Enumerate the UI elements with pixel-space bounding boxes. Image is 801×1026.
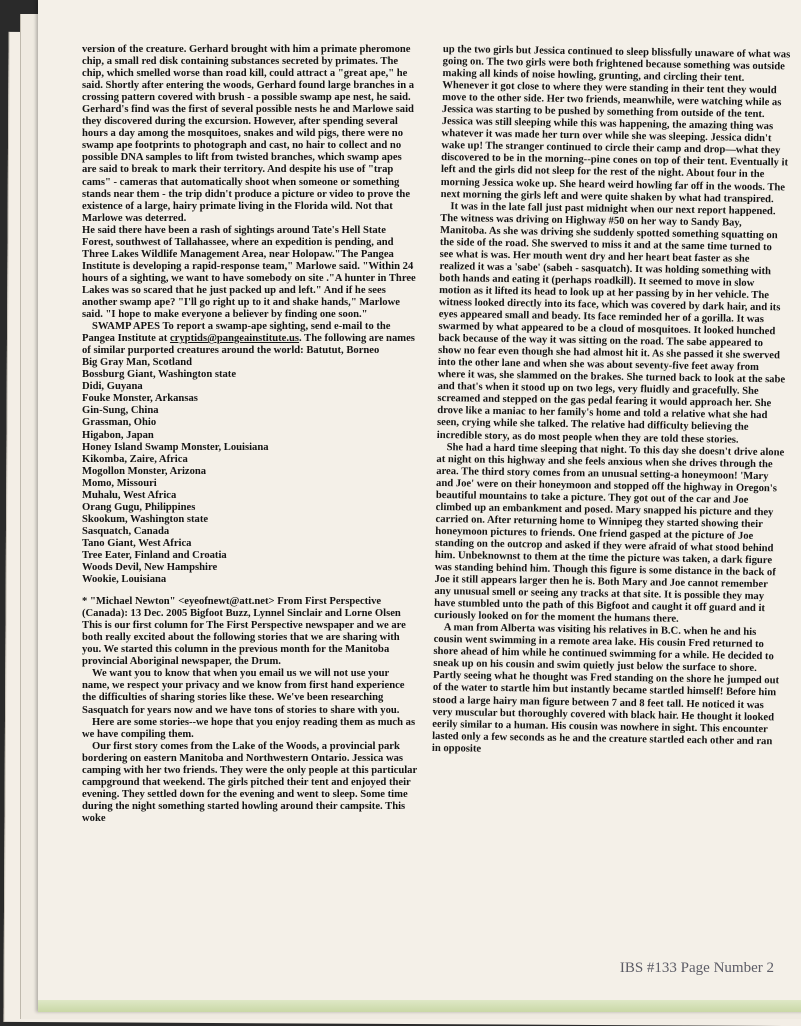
list-item: Bossburg Giant, Washington state <box>82 369 237 381</box>
paragraph: Our first story comes from the Lake of the Woods, a provincial park bordering on eastern Manitoba and Northwestern Ontario. Jessica was camping with her two friends. They were the only people at this particular campground that weekend. The girls pitched their tent and enjoyed their evening. They settled down for the evening and went to sleep. Some time during the night something started howling around their campsite. This woke <box>82 740 417 824</box>
page-footer: IBS #133 Page Number 2 <box>619 960 774 976</box>
right-column <box>432 44 791 760</box>
paragraph: A man from Alberta was visiting his relatives in B.C. when he and his cousin went swimming in a remote area lake. His cousin Fred returned to shore ahead of him while he continued swimming for a while. He decided to sneak up on his cousin and swim quietly just below the surface to shore. Partly seeing what he thought was Fred standing on the shore he jumped out of the water to startle him but instantly became startled himself! Before him stood a large hairy man figure between 7 and 8 feet tall. He noticed it was very muscular but thoroughly covered with black hair. He thought it looked eerily similar to a human. His cousin was nowhere in sight. This encounter lasted only a few seconds as he and the creature startled each other and ran in opposite <box>431 622 780 755</box>
paragraph: We want you to know that when you email us we will not use your name, we respect your privacy and we know from first hand experience the difficulties of sharing stories like these. We've been researching Sasquatch for years now and we have tons of stories to share with you. <box>82 668 405 716</box>
left-column <box>82 44 418 825</box>
list-item: Mogollon Monster, Arizona <box>82 465 207 477</box>
list-item: Woods Devil, New Hampshire <box>82 562 218 574</box>
list-item: Sasquatch, Canada <box>82 525 170 537</box>
paragraph: * "Michael Newton" <eyeofnewt@att.net> From First Perspective (Canada): 13 Dec. 2005 Bigfoot Buzz, Lynnel Sinclair and Lorne Olsen This is our first column for The First Perspective newspaper and we are both really excited about the following stories that we are sharing with you. We started this column in the previous month for the Manitoba provincial Aboriginal newspaper, the Drum. <box>82 596 406 668</box>
paragraph <box>82 321 418 357</box>
paragraph: She had a hard time sleeping that night. To this day she doesn't drive alone at night on this highway and she feels anxious when she drives through the area. The third story comes from an unusual setting-a honeymoon! 'Mary and Joe' were on their honeymoon and stopped off the highway in Oregon's beautiful mountains to take a picture. They got out of the car and Joe climbed up an embankment and posed. Mary snapped his picture and they carried on. After returning home to Winnipeg they started showing their honeymoon pictures to friends. One friend gasped at the picture of Joe standing on the outcrop and asked if they were afraid of what stood behind him. Unbeknownst to them at the time the picture was taken, a dark figure was standing behind him. Though this figure is some distance in the back of Joe it still appears larger then he is. Both Mary and Joe cannot remember any unusual smell or seeing any tracks at that site. It is possible they may have stumbled unto the path of this Bigfoot and caught it off guard and it curiously looked on for the moment the humans there. <box>433 441 785 625</box>
paragraph: He said there have been a rash of sightings around Tate's Hell State Forest, southwest of Tallahassee, where an expedition is pending, and Three Lakes Wildlife Management Area, near Holopaw."The Pangea Institute is developing a rapid-response team," Marlowe said. "Within 24 hours of a sighting, we want to have somebody on site ."A hunter in Three Lakes was so scared that he just packed up and left." And if he sees another swamp ape? "I'll go right up to it and shake hands," Marlowe said. "I hope to make everyone a believer by finding one soon." <box>82 224 416 321</box>
newsletter-page <box>38 0 801 1012</box>
list-item: Big Gray Man, Scotland <box>82 357 193 369</box>
paragraph: Here are some stories--we hope that you enjoy reading them as much as we have compiling them. <box>82 716 416 740</box>
list-item: Kikomba, Zaire, Africa <box>82 453 188 465</box>
list-item: Orang Gugu, Philippines <box>82 501 196 513</box>
paragraph: up the two girls but Jessica continued to sleep blissfully unaware of what was going on. The two girls were both frightened because something was outside making all kinds of noise howling, grunting, and circling their tent. Whenever it got close to where they were standing in their tent they would move to the other side. Her two friends, meanwhile, were watching while as Jessica was starting to be pushed by something from outside of the tent. Jessica was still sleeping while this was happening, the amazing thing was whatever it was made her turn over while she was sleeping. Jessica didn't wake up! The stranger continued to circle their camp and drop—what they discovered to be in the morning--pine cones on top of their tent. Eventually it left and the girls did not sleep for the rest of the night. About four in the morning Jessica woke up. She heard weird howling far off in the woods. The next morning the girls left and were quite shaken by what had transpired. <box>440 44 791 205</box>
list-item: Wookie, Louisiana <box>82 574 167 586</box>
list-item: Fouke Monster, Arkansas <box>82 393 198 405</box>
paper-edge <box>38 1000 801 1012</box>
list-item: Momo, Missouri <box>82 477 157 489</box>
paragraph-text: . The following are names of similar purported creatures around the world: Batutut, Borneo <box>82 333 415 357</box>
paragraph: It was in the late fall just past midnight when our next report happened. The witness was driving on Highway #50 on her way to Sandy Bay, Manitoba. As she was driving she suddenly spotted something squatting on the side of the road. She swerved to miss it and at the same time turned to see what is was. Her mouth went dry and her heart beat faster as she realized it was a 'sabe' (sabeh - sasquatch). It was holding something with both hands and eating it (perhaps roadkill). It seemed to move in slow motion as it lifted its head to look up at her passing by in her vehicle. The witness looked directly into its face, which was covered by dark hair, and its eyes appeared small and beady. Its face reminded her of a gorilla. It was swarmed by what appeared to be a cloud of mosquitoes. It looked hunched back because of the way it was sitting on the road. The sabe appeared to show no fear even though she had almost hit it. As she passed it she swerved into the other lane and when she was about seventy-five feet away from where it was, she slammed on the brakes. She turned back to look at the sabe and that's when it stood up on two legs, very fluidly and gracefully. She screamed and stepped on the gas pedal fearing it would approach her. She drove like a maniac to her family's home and told a relative what she had seen, crying while she talked. The relative had difficulty believing the incredible story, as do most people when they are told these stories. <box>436 200 786 446</box>
list-item: Gin-Sung, China <box>82 405 159 417</box>
email-link[interactable]: cryptids@pangeainstitute.us <box>169 333 300 345</box>
list-item: Tano Giant, West Africa <box>82 537 192 549</box>
list-item: Tree Eater, Finland and Croatia <box>82 549 227 561</box>
paragraph: version of the creature. Gerhard brought with him a primate pheromone chip, a small red disk containing substances secreted by primates. The chip, which smelled worse than road kill, could attract a "great ape," he said. Shortly after entering the woods, Gerhard found large branches in a crossing pattern covered with brush - a possible swamp ape nest, he said. Gerhard's find was the first of several possible nests he and Marlowe said they discovered during the excursion. However, after spending several hours a day among the mosquitoes, snakes and wild pigs, there were no swamp ape footprints to photograph and cast, no hair to collect and no possible DNA samples to lift from twisted branches, which swamp apes are said to break to mark their territory. And despite his use of "trap cams" - cameras that automatically shoot when someone or something stands near them - the trip didn't produce a picture or video to prove the existence of a large, hairy primate living in the Florida wild. Not that Marlowe was deterred. <box>82 44 415 224</box>
list-item: Muhalu, West Africa <box>82 489 177 501</box>
list-item: Didi, Guyana <box>82 381 143 393</box>
list-item: Higabon, Japan <box>82 429 154 441</box>
list-item: Grassman, Ohio <box>82 417 157 429</box>
paragraph-text: SWAMP APES To report a swamp-ape sighting, send e-mail to the Pangea Institute at <box>82 321 391 345</box>
creature-list <box>82 357 418 586</box>
list-item: Honey Island Swamp Monster, Louisiana <box>82 441 269 453</box>
list-item: Skookum, Washington state <box>82 513 209 525</box>
